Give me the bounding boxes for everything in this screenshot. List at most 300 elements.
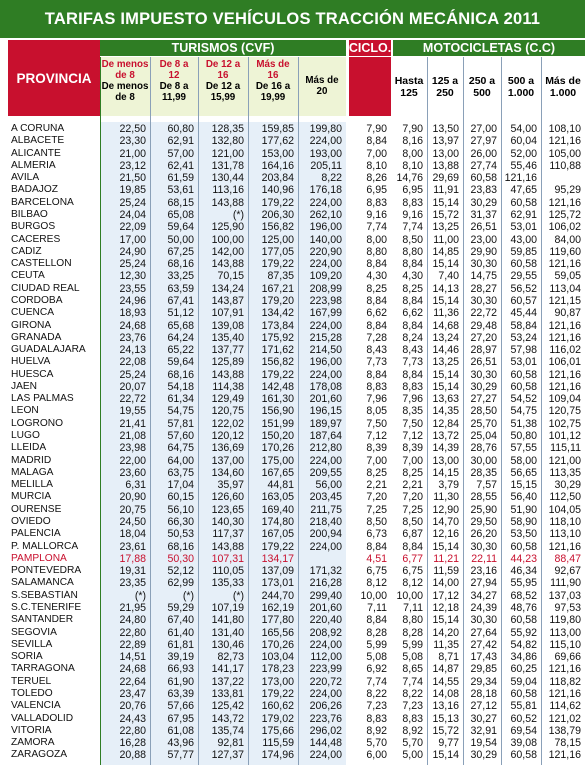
tariff-cell: 12,84	[432, 417, 459, 430]
tariff-cell: 142,48	[261, 380, 294, 393]
tariff-cell: 50,00	[167, 233, 194, 246]
tariff-cell: 176,18	[309, 184, 342, 197]
table-row	[8, 467, 585, 479]
tariff-cell: 63,39	[167, 687, 194, 700]
tariff-cell: 8,80	[366, 245, 387, 258]
tariff-cell: 126,60	[211, 491, 244, 504]
tariff-cell: 29,34	[470, 675, 497, 688]
tariff-cell: 216,28	[309, 577, 342, 590]
tariff-cell: 8,50	[402, 233, 423, 246]
tariff-cell: 67,40	[167, 614, 194, 627]
province-cell: CUENCA	[11, 307, 55, 319]
tariff-cell: 55,95	[510, 577, 537, 590]
tariff-cell: 8,28	[402, 626, 423, 639]
tariff-cell: 163,05	[261, 491, 294, 504]
tariff-cell: 11,00	[433, 233, 459, 246]
tariff-cell: 3,79	[438, 479, 459, 492]
tariff-cell: 21,08	[119, 430, 146, 443]
province-cell: ALICANTE	[11, 147, 61, 159]
tariff-cell: 30,00	[470, 454, 497, 467]
tariff-cell: 15,15	[510, 479, 537, 492]
tariff-cell: 8,80	[402, 614, 423, 627]
table-row	[8, 283, 585, 295]
tariff-cell: 90,87	[554, 307, 581, 320]
province-cell: SEVILLA	[11, 638, 53, 650]
tariff-cell: 187,64	[309, 430, 342, 443]
tariff-cell: 22,09	[119, 221, 146, 234]
table-row	[8, 320, 585, 332]
tariff-cell: 170,26	[261, 442, 294, 455]
tariff-cell: 8,39	[366, 442, 387, 455]
tariff-cell: 120,75	[211, 405, 244, 418]
tariff-cell: 23,47	[119, 687, 146, 700]
tariff-cell	[298, 553, 346, 565]
tariff-cell: 8,84	[402, 294, 423, 307]
sub-label: De 12 a	[205, 81, 241, 92]
tariff-cell: 87,35	[267, 270, 294, 283]
tariff-cell: 7,23	[366, 700, 387, 713]
tariff-cell: 30,29	[470, 749, 497, 762]
tariff-cell: 53,01	[510, 356, 537, 369]
tariff-cell: 7,11	[367, 601, 387, 614]
tariff-cell: 179,22	[261, 196, 294, 209]
tariff-cell: 6,75	[366, 565, 387, 578]
tariff-cell: 24,50	[119, 516, 146, 528]
ciclo-header: CICLO.	[348, 41, 392, 55]
tariff-cell: 54,52	[510, 393, 537, 406]
tariff-cell: (*)	[134, 589, 146, 602]
tariff-cell: 31,37	[470, 208, 497, 221]
tariff-cell: 68,52	[510, 589, 537, 602]
tariff-cell: 141,17	[211, 663, 244, 676]
tariff-cell: 19,54	[470, 737, 497, 750]
tariff-cell: 30,30	[470, 540, 497, 553]
motocicletas-header: MOTOCICLETAS (C.C)	[393, 40, 585, 56]
tariff-cell: 125,89	[211, 356, 244, 369]
tariff-cell: 55,46	[510, 159, 537, 172]
tariff-cell: 11,36	[433, 307, 459, 320]
tariff-cell: 208,92	[309, 626, 342, 639]
sub-label: 19,99	[260, 91, 286, 103]
tariff-cell: 9,16	[366, 208, 387, 221]
table-row	[8, 663, 585, 675]
sub-label: 125	[400, 86, 418, 99]
tariff-cell: 45,44	[510, 307, 537, 320]
tariff-cell: 15,14	[432, 540, 459, 553]
tariff-table	[8, 123, 585, 762]
tariff-cell: 6,87	[402, 528, 423, 541]
tariff-cell: 130,44	[211, 172, 244, 185]
tariff-cell: 8,65	[402, 663, 423, 676]
province-cell: A CORUÑA	[11, 123, 65, 134]
province-cell: SEGOVIA	[11, 626, 57, 638]
tariff-cell: 7,74	[366, 221, 387, 234]
tariff-cell: 47,65	[510, 184, 537, 197]
province-cell: ALBACETE	[11, 135, 65, 147]
tariff-cell: 14,87	[432, 663, 459, 676]
tariff-cell: 151,99	[261, 417, 294, 430]
tariff-cell: 135,33	[211, 577, 244, 590]
tariff-cell: 101,12	[548, 430, 581, 443]
tariff-cell: 171,62	[261, 344, 294, 357]
tariff-cell: 23,61	[119, 540, 146, 553]
tariff-cell: 8,28	[366, 626, 387, 639]
tariff-cell: 174,80	[261, 516, 294, 528]
tariff-cell: 39,08	[510, 737, 537, 750]
tariff-cell: 59,64	[167, 221, 194, 234]
province-cell: S.SEBASTIÁN	[11, 589, 78, 601]
tariff-cell: 167,99	[309, 307, 342, 320]
tariff-cell: 28,27	[470, 282, 497, 295]
table-row	[8, 344, 585, 356]
tariff-cell: 57,66	[167, 700, 194, 713]
tariff-cell: 23,30	[119, 135, 146, 148]
tariff-cell: 6,95	[366, 184, 387, 197]
tariff-cell: 139,08	[211, 319, 244, 332]
tariff-cell: 57,81	[167, 417, 194, 430]
sub-label: 1.000	[507, 86, 535, 99]
tariff-cell: (*)	[232, 208, 244, 221]
tariff-cell: 173,00	[261, 675, 294, 688]
province-cell: BILBAO	[11, 208, 48, 220]
tariff-cell: 132,80	[211, 135, 244, 148]
table-row	[8, 676, 585, 688]
tariff-cell: 95,29	[554, 184, 581, 197]
tariff-cell: 167,65	[261, 466, 294, 479]
tariff-cell: 16,28	[119, 737, 146, 750]
table-row	[8, 430, 585, 442]
tariff-cell: 6,62	[366, 307, 387, 320]
tariff-cell: 215,28	[309, 331, 342, 344]
table-row	[8, 160, 585, 172]
tariff-cell: 134,60	[211, 466, 244, 479]
tariff-cell: 114,38	[212, 380, 244, 393]
tariff-cell: 29,85	[470, 663, 497, 676]
sub-label: De menos	[101, 81, 149, 92]
tariff-cell: 125,00	[261, 233, 294, 246]
sub-label: 500	[473, 86, 491, 99]
tariff-cell: 61,34	[167, 393, 194, 406]
province-cell: TARRAGONA	[11, 663, 75, 675]
province-cell: BADAJOZ	[11, 184, 58, 196]
sub-label: De 8 a	[159, 59, 189, 70]
tariff-cell: 212,80	[309, 442, 342, 455]
sub-label: de 8	[115, 69, 135, 81]
tariff-cell: 67,25	[167, 245, 194, 258]
tariff-cell: 14,76	[396, 172, 423, 185]
tariff-cell: 60,15	[167, 491, 194, 504]
tariff-cell: 8,39	[402, 442, 423, 455]
table-row	[8, 565, 585, 577]
tariff-cell: 159,85	[261, 123, 294, 135]
tariff-cell: 218,40	[309, 516, 342, 528]
tariff-cell: 22,11	[471, 552, 497, 565]
tariff-cell: 179,02	[261, 712, 294, 725]
table-row	[8, 369, 585, 381]
tariff-cell: 4,30	[402, 270, 423, 283]
tariff-cell: 137,03	[548, 589, 581, 602]
tariff-cell: 110,88	[549, 159, 581, 172]
tariff-cell: 8,25	[402, 282, 423, 295]
tariff-cell: 7,28	[366, 331, 387, 344]
tariff-cell: 19,85	[119, 184, 146, 197]
tariff-cell: 14,75	[470, 270, 497, 283]
tariff-cell: 29,90	[470, 245, 497, 258]
tariff-cell: 224,00	[309, 540, 342, 553]
tariff-cell: 15,14	[432, 749, 459, 762]
tariff-cell: 13,88	[432, 159, 459, 172]
province-cell: CIUDAD REAL	[11, 282, 80, 294]
tariff-cell: 131,78	[211, 159, 244, 172]
tariff-cell: 58,84	[510, 319, 537, 332]
tariff-cell: 13,50	[432, 123, 459, 135]
tariff-cell: 7,23	[402, 700, 423, 713]
tariff-cell: 125,72	[548, 208, 581, 221]
tariff-cell: 196,15	[309, 405, 342, 418]
province-cell: ZARAGOZA	[11, 749, 68, 761]
tariff-cell: 15,72	[432, 724, 459, 737]
tariff-cell: 26,00	[470, 147, 497, 160]
tariff-cell: 8,12	[366, 577, 387, 590]
tariff-cell: 201,60	[309, 393, 342, 406]
tariff-cell: 178,23	[261, 663, 294, 676]
tariff-cell: 13,24	[432, 331, 459, 344]
tariff-cell: 24,90	[119, 245, 146, 258]
tariff-cell: 6,75	[402, 565, 423, 578]
tariff-cell: 97,53	[554, 601, 581, 614]
tariff-cell: 134,42	[261, 307, 294, 320]
tariff-cell: 68,16	[167, 258, 194, 271]
tariff-cell: 21,95	[119, 601, 146, 614]
tariff-cell: 160,62	[261, 700, 294, 713]
moto-sub-4	[501, 57, 541, 116]
tariff-cell: 8,92	[366, 724, 387, 737]
tariff-cell: 130,46	[211, 638, 244, 651]
tariff-cell: 25,04	[470, 430, 497, 443]
tariff-cell: 7,96	[366, 393, 387, 406]
tariff-cell: 27,00	[470, 123, 497, 135]
tariff-cell: 24,04	[119, 208, 146, 221]
sub-label: 16	[267, 69, 279, 81]
turismos-sub-3	[198, 57, 248, 116]
tariff-cell: 223,98	[309, 294, 342, 307]
tariff-cell: 27,97	[470, 135, 497, 148]
tariff-cell: 34,27	[470, 589, 497, 602]
province-cell: CORDOBA	[11, 294, 63, 306]
tariff-cell: 27,12	[470, 700, 497, 713]
tariff-cell: 67,41	[167, 294, 194, 307]
tariff-cell: 7,74	[402, 221, 423, 234]
table-row	[8, 651, 585, 663]
province-cell: GUADALAJARA	[11, 344, 86, 356]
tariff-cell: 134,17	[261, 552, 294, 565]
table-row	[8, 725, 585, 737]
tariff-cell: 10,00	[360, 589, 387, 602]
tariff-cell: 6,95	[402, 184, 423, 197]
tariff-cell: 121,02	[548, 712, 581, 725]
tariff-cell: 27,74	[470, 159, 497, 172]
tariff-cell: 15,14	[432, 196, 459, 209]
tariff-cell: 7,57	[476, 479, 497, 492]
tariff-cell: 29,55	[510, 270, 537, 283]
tariff-cell: 56,65	[510, 466, 537, 479]
tariff-cell: 9,77	[438, 737, 459, 750]
tariff-cell: 24,43	[119, 712, 146, 725]
tariff-cell: 206,26	[309, 700, 342, 713]
tariff-cell: 46,34	[510, 565, 537, 578]
tariff-cell: 8,84	[366, 135, 387, 148]
tariff-cell: 54,18	[167, 380, 194, 393]
tariff-cell: 60,58	[510, 258, 537, 271]
tariff-cell: 51,12	[167, 307, 194, 320]
tariff-cell: 33,25	[167, 270, 194, 283]
tariff-cell: 28,55	[470, 491, 497, 504]
sub-label: 15,99	[210, 91, 236, 103]
province-cell: SORIA	[11, 651, 43, 663]
tariff-cell: 119,80	[549, 614, 581, 627]
tariff-cell: 137,22	[211, 675, 244, 688]
tariff-cell: 8,84	[402, 368, 423, 381]
tariff-cell: 8,22	[321, 172, 342, 185]
tariff-cell: 7,00	[366, 147, 387, 160]
tariff-cell: 10,00	[396, 589, 423, 602]
tariff-cell: 13,00	[432, 147, 459, 160]
tariff-cell: 53,50	[510, 528, 537, 541]
tariff-cell: 8,71	[438, 651, 459, 664]
tariff-cell: 57,60	[167, 430, 194, 443]
tariff-cell: 8,84	[366, 294, 387, 307]
tariff-cell: 52,00	[510, 147, 537, 160]
tariff-cell: 61,81	[167, 638, 194, 651]
turismos-sub-2	[150, 57, 198, 116]
tariff-cell: 65,68	[167, 319, 194, 332]
tariff-cell: 138,79	[548, 724, 581, 737]
tariff-cell: 11,91	[433, 184, 459, 197]
tariff-cell: 107,19	[211, 601, 244, 614]
tariff-cell: 12,18	[432, 601, 459, 614]
tariff-cell: 8,83	[366, 712, 387, 725]
tariff-cell: 60,58	[510, 614, 537, 627]
tariff-cell: 107,31	[211, 552, 244, 565]
tariff-cell: 121,16	[548, 135, 581, 148]
tariff-cell: 140,00	[309, 233, 342, 246]
tariff-cell: 68,15	[167, 196, 194, 209]
tariff-cell: 25,24	[119, 368, 146, 381]
tariff-cell: 122,02	[211, 417, 244, 430]
tariff-cell: 223,99	[309, 663, 342, 676]
tariff-cell: 6,62	[402, 307, 423, 320]
tariff-cell: 206,30	[261, 208, 294, 221]
tariff-cell: 110,05	[212, 565, 244, 578]
tariff-cell: 24,39	[470, 601, 497, 614]
province-cell: OURENSE	[11, 503, 62, 515]
table-row	[8, 700, 585, 712]
tariff-cell: 4,30	[366, 270, 387, 283]
tariff-cell: 28,97	[470, 344, 497, 357]
table-row	[8, 295, 585, 307]
tariff-cell: 205,11	[310, 159, 342, 172]
tariff-cell: 23,12	[119, 159, 146, 172]
tariff-cell: 62,91	[167, 135, 194, 148]
tariff-cell: 32,91	[470, 724, 497, 737]
tariff-cell: 113,16	[212, 184, 244, 197]
tariff-cell: 69,54	[510, 724, 537, 737]
tariff-cell: 65,22	[167, 344, 194, 357]
tariff-cell: 15,14	[432, 294, 459, 307]
turismos-sub-5	[298, 57, 346, 116]
tariff-cell: 177,62	[261, 135, 294, 148]
tariff-cell: 15,72	[432, 208, 459, 221]
tariff-cell: 112,50	[549, 491, 581, 504]
tariff-cell: 7,25	[366, 503, 387, 516]
turismos-header: TURISMOS (CVF)	[100, 40, 346, 56]
tariff-cell: 24,80	[119, 614, 146, 627]
tariff-cell: 2,21	[402, 479, 423, 492]
tariff-cell: 150,20	[261, 430, 294, 443]
tariff-cell: 14,46	[432, 344, 459, 357]
tariff-cell: 177,80	[261, 614, 294, 627]
table-row	[8, 381, 585, 393]
turismos-sub-1	[100, 57, 150, 116]
tariff-cell: 143,87	[211, 294, 244, 307]
table-row	[8, 541, 585, 553]
tariff-cell: 164,16	[261, 159, 294, 172]
tariff-cell: 59,85	[510, 245, 537, 258]
tariff-cell: 114,62	[549, 700, 581, 713]
tariff-cell: 8,50	[402, 516, 423, 528]
tariff-cell: 8,84	[366, 614, 387, 627]
tariff-cell: 121,16	[548, 319, 581, 332]
table-row	[8, 614, 585, 626]
tariff-cell: 6,00	[366, 749, 387, 762]
tariff-cell: 17,12	[432, 589, 459, 602]
tariff-cell: 8,80	[402, 245, 423, 258]
tariff-cell: 143,88	[211, 196, 244, 209]
tariff-cell: 175,00	[261, 454, 294, 467]
tariff-cell: 8,84	[402, 258, 423, 271]
tariff-cell: 14,08	[432, 687, 459, 700]
table-row	[8, 504, 585, 516]
tariff-cell: 7,73	[402, 356, 423, 369]
moto-sub-5	[541, 57, 585, 116]
tariff-cell: 54,00	[510, 123, 537, 135]
moto-sub-2	[427, 57, 463, 116]
province-cell: LEON	[11, 405, 39, 417]
tariff-cell: 7,00	[402, 454, 423, 467]
table-row	[8, 246, 585, 258]
province-cell: BARCELONA	[11, 196, 74, 208]
tariff-cell: 104,05	[548, 503, 581, 516]
tariff-cell: 28,76	[470, 442, 497, 455]
tariff-cell: 121,16	[548, 540, 581, 553]
tariff-cell: 200,94	[309, 528, 342, 541]
table-row	[8, 148, 585, 160]
tariff-cell: 105,00	[548, 147, 581, 160]
tariff-cell: 20,76	[119, 700, 146, 713]
tariff-cell: 14,15	[432, 466, 459, 479]
table-row	[8, 639, 585, 651]
tariff-cell: 189,97	[309, 417, 342, 430]
tariff-cell: 131,40	[211, 626, 244, 639]
tariff-cell: 137,00	[211, 454, 244, 467]
tariff-cell: 88,47	[554, 552, 581, 565]
tariff-cell: 118,10	[549, 516, 581, 528]
tariff-cell: 68,16	[167, 540, 194, 553]
province-cell: LLEIDA	[11, 442, 47, 454]
tariff-cell: 19,31	[119, 565, 146, 578]
tariff-cell: 224,00	[309, 368, 342, 381]
tariff-cell: 133,81	[211, 687, 244, 700]
